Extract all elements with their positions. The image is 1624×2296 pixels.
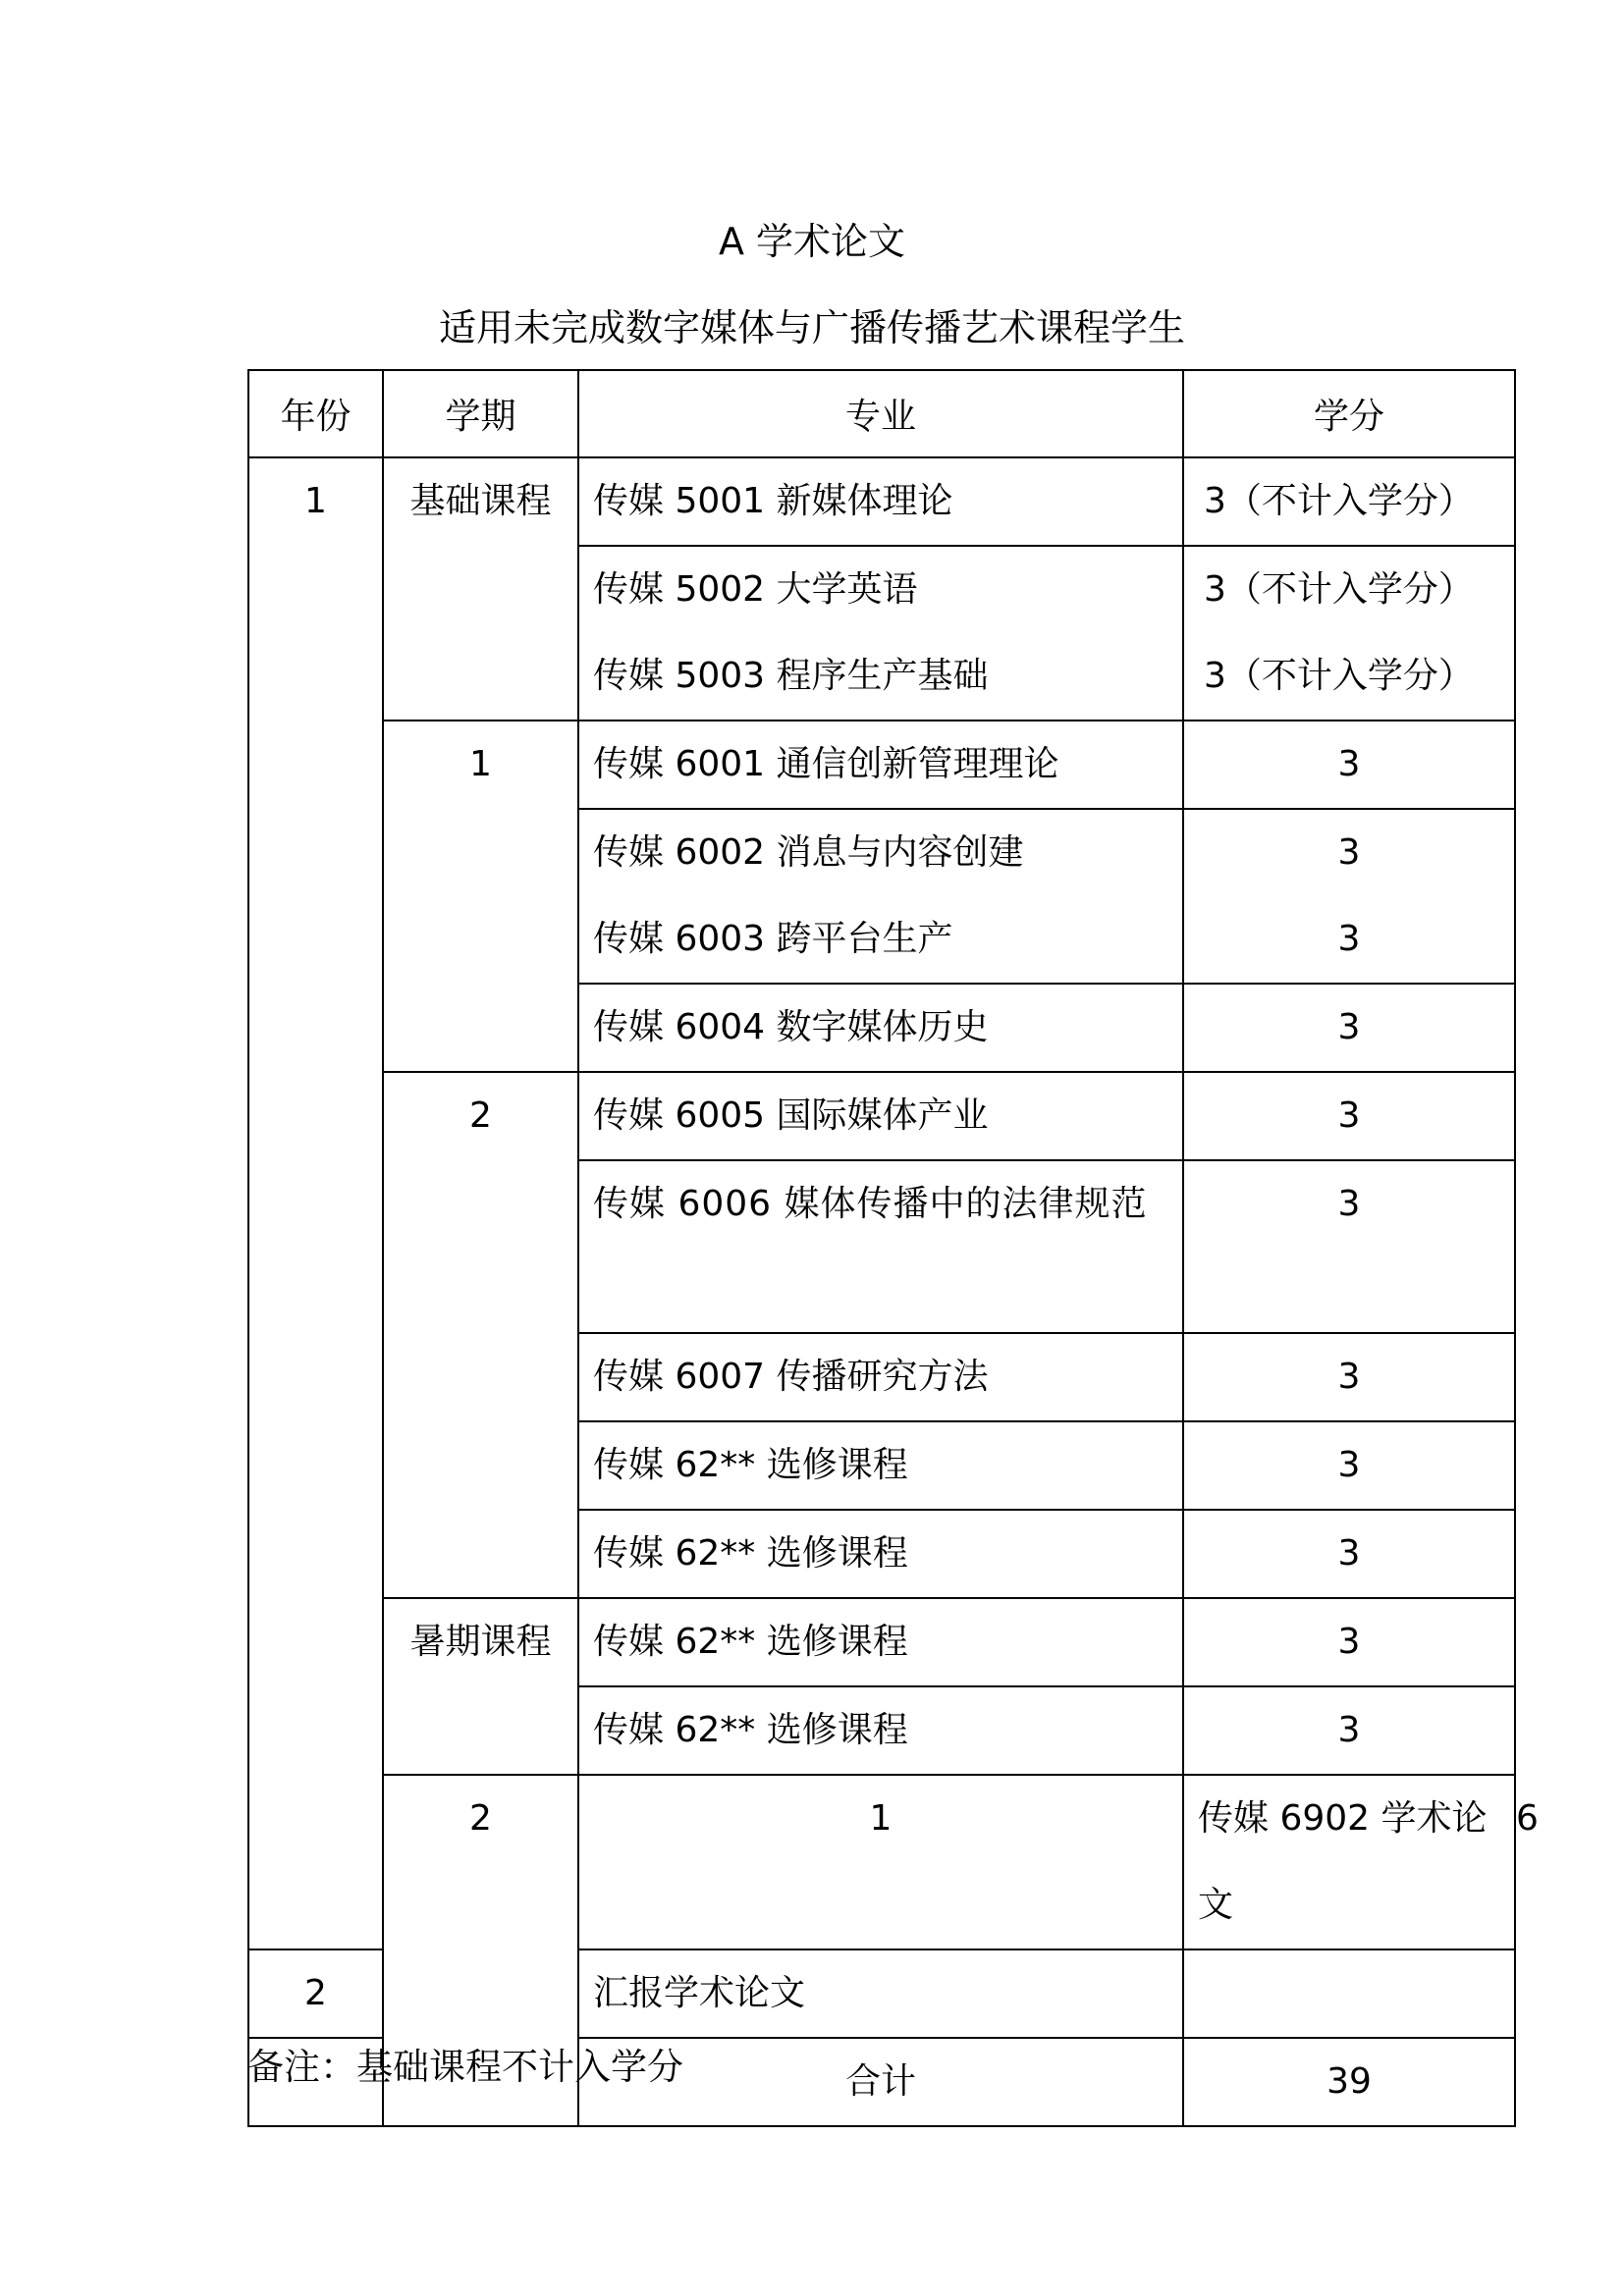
course-name: 汇报学术论文 — [593, 1973, 806, 2013]
table-row — [248, 1072, 1515, 1160]
course-cell — [578, 1686, 1183, 1775]
credit-cell — [1183, 721, 1515, 809]
course-name: 传媒 6003 跨平台生产 — [593, 919, 953, 959]
term-cell-sem2 — [383, 1072, 578, 1598]
course-cell — [578, 1160, 1183, 1333]
header-year: 年份 — [248, 370, 383, 457]
total-label: 合计 — [844, 2061, 916, 2102]
course-cell — [578, 1421, 1183, 1510]
page-subtitle: 适用未完成数字媒体与广播传播艺术课程学生 — [438, 306, 1185, 349]
credit-value: 3 — [1337, 1622, 1361, 1662]
credit-value: 3 — [1337, 1095, 1361, 1136]
term-label: 2 — [304, 1973, 327, 2013]
page-title: A 学术论文 — [718, 220, 906, 263]
course-cell — [578, 1598, 1183, 1686]
year-cell-1 — [248, 457, 383, 1949]
term-cell-y2-sem1 — [578, 1775, 1183, 1949]
term-cell-foundation — [383, 457, 578, 721]
credit-cell — [1183, 809, 1515, 984]
table-row — [248, 721, 1515, 809]
credit-value: 3（不计入学分） — [1204, 569, 1474, 610]
term-cell-sem1 — [383, 721, 578, 1072]
course-name: 传媒 62** 选修课程 — [593, 1445, 908, 1485]
year-label: 1 — [304, 481, 327, 521]
credit-cell — [1183, 1333, 1515, 1421]
year-label: 2 — [469, 1798, 492, 1839]
total-value-cell — [1183, 2038, 1515, 2126]
course-name: 传媒 6902 学术论文 — [1198, 1798, 1488, 1925]
term-label: 基础课程 — [409, 481, 552, 521]
credit-value: 3 — [1337, 1357, 1361, 1397]
credit-cell — [1183, 1510, 1515, 1598]
term-label: 暑期课程 — [409, 1622, 552, 1662]
credit-value: 3（不计入学分） — [1204, 481, 1474, 521]
footnote: 备注：基础课程不计入学分 — [247, 2046, 683, 2088]
credit-cell — [1183, 984, 1515, 1072]
term-cell-y2-sem2 — [248, 1949, 383, 2038]
course-name: 传媒 62** 选修课程 — [593, 1622, 908, 1662]
course-cell — [578, 1333, 1183, 1421]
course-name: 传媒 62** 选修课程 — [593, 1533, 908, 1574]
header-credit: 学分 — [1183, 370, 1515, 457]
credit-value: 3 — [1337, 744, 1361, 784]
course-cell — [578, 457, 1183, 546]
course-name: 传媒 6005 国际媒体产业 — [593, 1095, 989, 1136]
credit-value: 3 — [1337, 1533, 1361, 1574]
credit-value: 3（不计入学分） — [1204, 656, 1474, 696]
course-name: 传媒 6002 消息与内容创建 — [593, 832, 1024, 873]
credit-cell — [1183, 1598, 1515, 1686]
credit-value: 3 — [1337, 832, 1361, 873]
course-name: 传媒 5003 程序生产基础 — [593, 656, 989, 696]
curriculum-table — [247, 369, 1539, 2127]
course-cell — [578, 546, 1183, 721]
course-name: 传媒 6004 数字媒体历史 — [593, 1007, 989, 1047]
course-cell — [578, 721, 1183, 809]
course-cell — [578, 1949, 1183, 2038]
term-cell-summer — [383, 1598, 578, 1775]
credit-cell — [1183, 1949, 1515, 2038]
credit-cell — [1183, 457, 1515, 546]
credit-cell — [1183, 546, 1515, 721]
credit-value: 3 — [1337, 1184, 1361, 1224]
course-name: 传媒 6001 通信创新管理理论 — [593, 744, 1059, 784]
term-label: 1 — [869, 1798, 893, 1839]
course-cell — [578, 809, 1183, 984]
credit-value: 3 — [1337, 1007, 1361, 1047]
course-name: 传媒 5001 新媒体理论 — [593, 481, 953, 521]
table-row — [248, 457, 1515, 546]
credit-cell — [1183, 1160, 1515, 1333]
credit-cell — [1183, 1421, 1515, 1510]
credit-value: 3 — [1337, 1710, 1361, 1750]
table-row — [248, 1598, 1515, 1686]
credit-value: 3 — [1337, 919, 1361, 959]
credit-cell — [1183, 1686, 1515, 1775]
total-value: 39 — [1326, 2061, 1372, 2102]
header-term: 学期 — [383, 370, 578, 457]
credit-value: 3 — [1337, 1445, 1361, 1485]
table-row: 2 1 传媒 6902 学术论文 6 — [248, 1775, 1515, 1949]
term-label: 1 — [469, 744, 492, 784]
course-name: 传媒 62** 选修课程 — [593, 1710, 908, 1750]
course-name: 传媒 6006 媒体传播中的法律规范 — [593, 1184, 1148, 1224]
course-cell — [578, 1072, 1183, 1160]
course-cell — [578, 984, 1183, 1072]
course-cell — [1183, 1775, 1515, 1949]
course-name: 传媒 5002 大学英语 — [593, 569, 918, 610]
course-cell — [578, 1510, 1183, 1598]
header-course: 专业 — [578, 370, 1183, 457]
credit-cell — [1183, 1072, 1515, 1160]
term-label: 2 — [469, 1095, 492, 1136]
table-header-row — [248, 370, 1515, 457]
course-name: 传媒 6007 传播研究方法 — [593, 1357, 989, 1397]
